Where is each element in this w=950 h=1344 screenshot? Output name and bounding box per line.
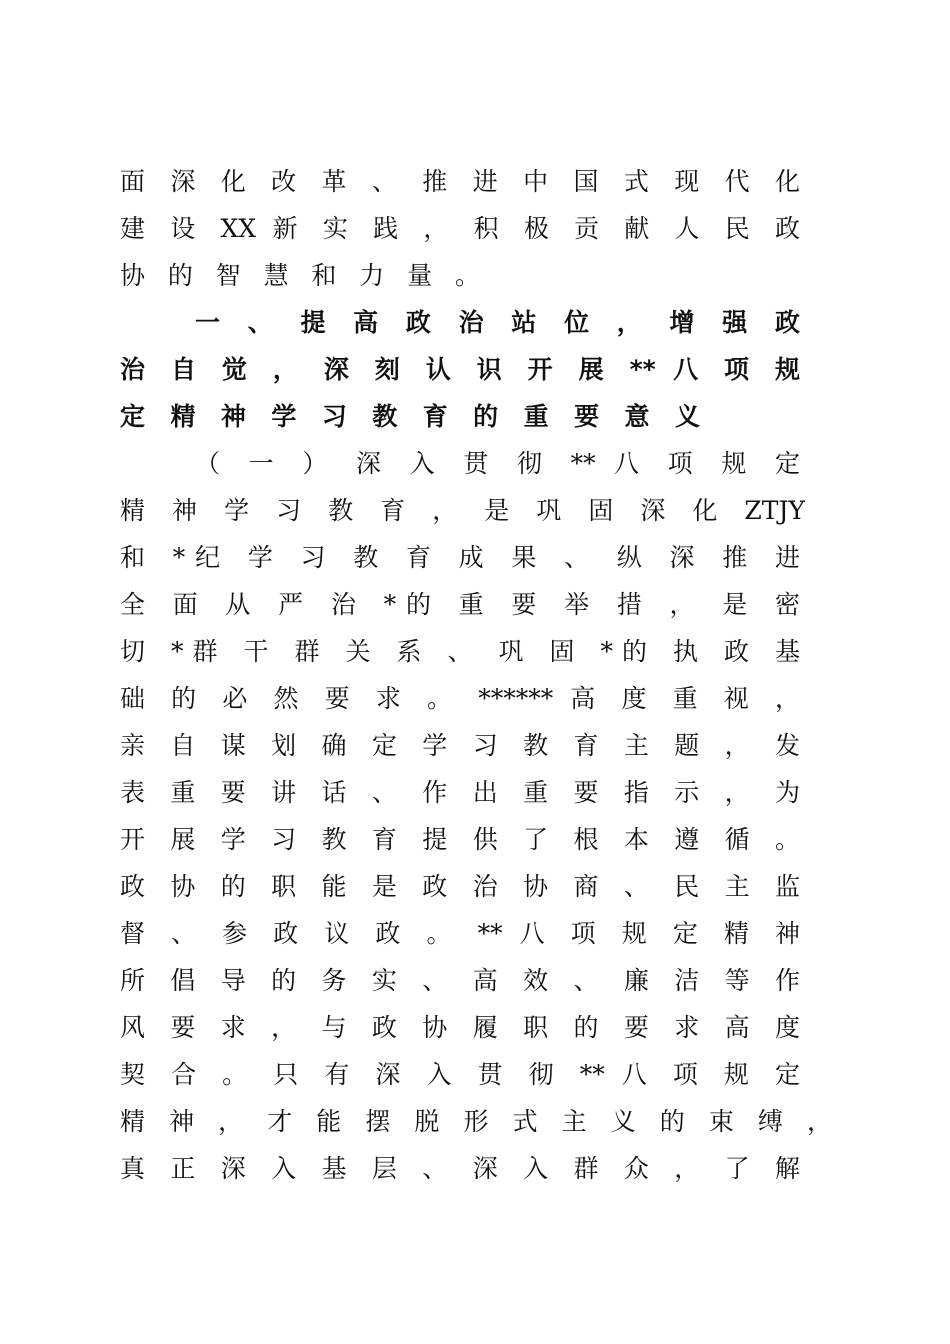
body-line-1: 面 深 化 改 革 、 推 进 中 国 式 现 代 化 [120,167,800,196]
body-line-14: 开 展 学 习 教 育 提 供 了 根 本 遵 循 。 [120,825,800,854]
section-heading-line-3: 定 精 神 学 习 教 育 的 重 要 意 义 [120,402,700,431]
body-line-11: 础 的 必 然 要 求 。 ****** 高 度 重 视 ， [120,684,800,713]
subsection-line-1: （ 一 ） 深 入 贯 彻 ** 八 项 规 定 [195,449,800,478]
body-line-2: 建 设 XX 新 实 践 ， 积 极 贡 献 人 民 政 [120,214,800,243]
body-line-9: 全 面 从 严 治 *的 重 要 举 措 ， 是 密 [120,590,800,619]
section-heading-line-1: 一 、 提 高 政 治 站 位 ， 增 强 政 [195,308,800,337]
body-line-18: 风 要 求 ， 与 政 协 履 职 的 要 求 高 度 [120,1013,800,1042]
body-line-21: 真 正 深 入 基 层 、 深 入 群 众 ， 了 解 [120,1154,800,1183]
body-line-12: 亲 自 谋 划 确 定 学 习 教 育 主 题 ， 发 [120,731,800,760]
body-line-3: 协 的 智 慧 和 力 量 。 [120,261,480,290]
body-line-20: 精 神 ， 才 能 摆 脱 形 式 主 义 的 束 缚 ， [120,1107,832,1136]
body-line-15: 政 协 的 职 能 是 政 治 协 商 、 民 主 监 [120,872,800,901]
body-line-10: 切 *群 干 群 关 系 、 巩 固 *的 执 政 基 [120,637,800,666]
section-heading-line-2: 治 自 觉 ， 深 刻 认 识 开 展 ** 八 项 规 [120,355,800,384]
body-line-8: 和 *纪 学 习 教 育 成 果 、 纵 深 推 进 [120,543,800,572]
body-line-7: 精 神 学 习 教 育 ， 是 巩 固 深 化 ZTJY [120,496,805,525]
body-line-13: 表 重 要 讲 话 、 作 出 重 要 指 示 ， 为 [120,778,800,807]
body-line-16: 督 、 参 政 议 政 。 ** 八 项 规 定 精 神 [120,919,800,948]
body-line-19: 契 合 。 只 有 深 入 贯 彻 ** 八 项 规 定 [120,1060,800,1089]
body-line-17: 所 倡 导 的 务 实 、 高 效 、 廉 洁 等 作 [120,966,800,995]
